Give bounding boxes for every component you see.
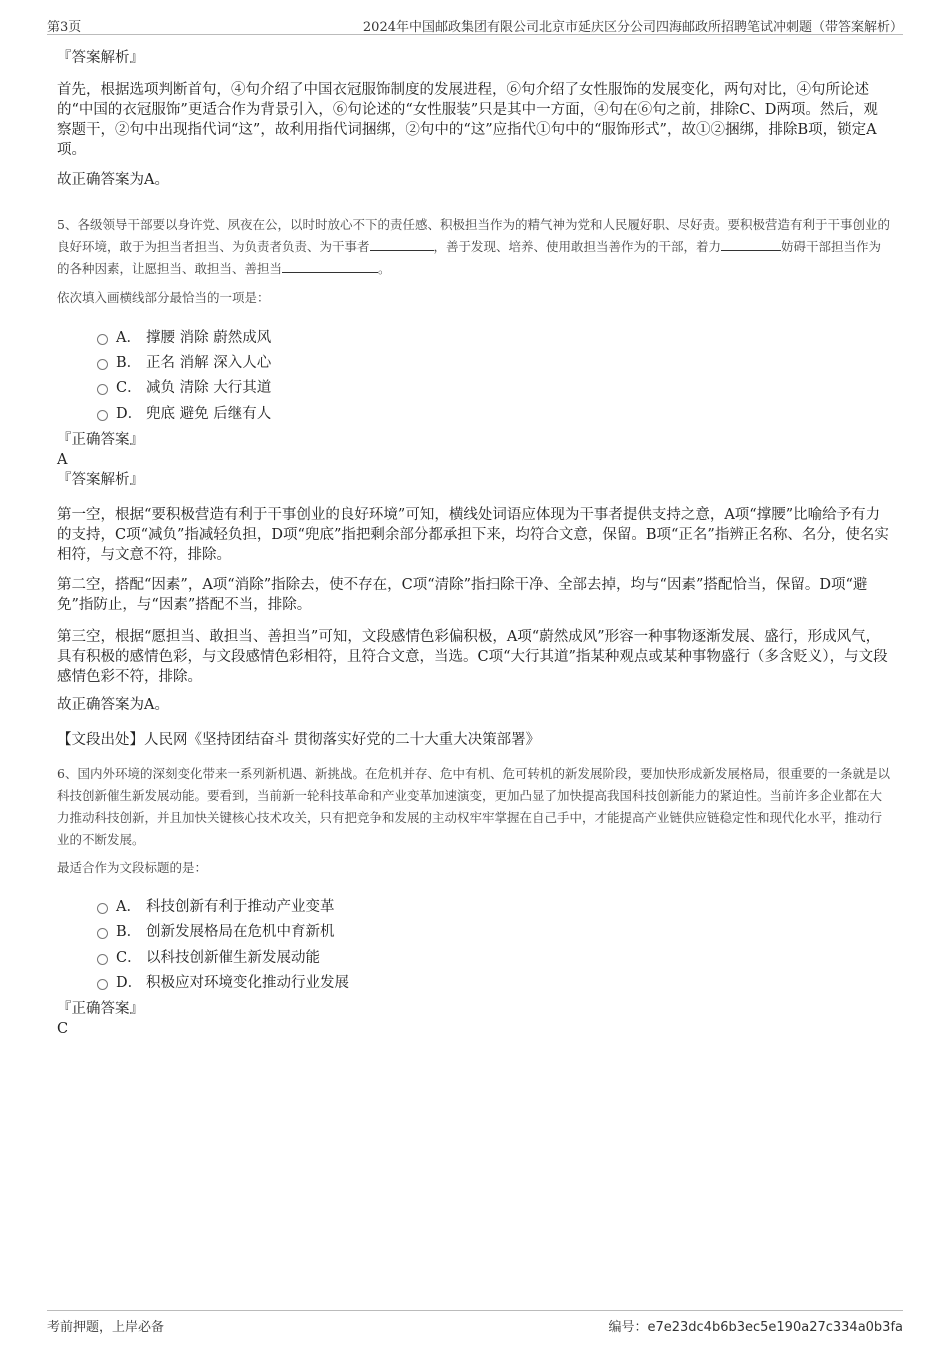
q5-analysis-2: 第二空，搭配“因素”，A项“消除”指除去，使不存在，C项“清除”指扫除干净、全部去掉，均与“因素”搭配恰当，保留。D项“避免”指防止，与“因素”搭配不当，排除。 (57, 577, 868, 613)
q5-analysis-3: 第三空，根据“愿担当、敢担当、善担当”可知，文段感情色彩偏积极，A项“蔚然成风”形容一种事物逐渐发展、盛行，形成风气，具有积极的感情色彩，与文段感情色彩相符，且符合文意，当选。C项“大行其道”指某种观点或某种事物盛行（多含贬义），与文段感情色彩不符，排除。 (57, 629, 888, 685)
footer-slogan: 考前押题，上岸必备 (47, 1320, 165, 1335)
q5-conclusion: 故正确答案为A。 (57, 697, 169, 713)
q5-option-b[interactable]: B． 正名 消解 深入人心 (97, 351, 271, 373)
radio-icon[interactable] (97, 410, 108, 421)
document-code: 编号：e7e23dc4b6b3ec5e190a27c334a0b3fa (608, 1320, 903, 1335)
blank-2 (721, 238, 781, 251)
page-number: 第3页 (47, 20, 82, 35)
q6-option-d[interactable]: D． 积极应对环境变化推动行业发展 (97, 971, 349, 993)
document-title: 2024年中国邮政集团有限公司北京市延庆区分公司四海邮政所招聘笔试冲刺题（带答案解析） (362, 20, 903, 35)
q5-answer: A (57, 452, 68, 468)
blank-3 (282, 260, 378, 273)
q5-answer-label: 『正确答案』 (57, 432, 144, 448)
radio-icon[interactable] (97, 954, 108, 965)
radio-icon[interactable] (97, 979, 108, 990)
radio-icon[interactable] (97, 359, 108, 370)
q6-stem: 6、国内外环境的深刻变化带来一系列新机遇、新挑战。在危机并存、危中有机、危可转机的新发展阶段，要加快形成新发展格局，很重要的一条就是以科技创新催生新发展动能。要看到，当前新一轮科技革命和产业变革加速演变，更加凸显了加快提高我国科技创新能力的紧迫性。当前许多企业都在大力推动科技创新，并且加快关键核心技术攻关，只有把竞争和发展的主动权牢牢掌握在自己手中，才能提高产业链供应链稳定性和现代化水平，推动行业的不断发展。 (57, 766, 890, 847)
q4-conclusion: 故正确答案为A。 (57, 172, 169, 188)
radio-icon[interactable] (97, 334, 108, 345)
q6-option-c[interactable]: C． 以科技创新催生新发展动能 (97, 946, 320, 968)
q5-prompt: 依次填入画横线部分最恰当的一项是： (57, 290, 270, 305)
q6-option-b[interactable]: B． 创新发展格局在危机中育新机 (97, 920, 335, 942)
blank-1 (370, 238, 434, 251)
q6-prompt: 最适合作为文段标题的是： (57, 860, 208, 875)
q5-stem (57, 214, 890, 280)
q5-analysis-label: 『答案解析』 (57, 472, 144, 488)
q6-option-a[interactable]: A． 科技创新有利于推动产业变革 (97, 895, 335, 917)
q6-answer-label: 『正确答案』 (57, 1001, 144, 1017)
q5-stem-part-a: 5、各级领导干部要以身许党、夙夜在公，以时时放心不下的责任感、积极担当作为的精气神为党和人民履好职、尽好责。要积极营造有利于干事创业的良好环境，敢于为担当者担当、为负责者负责、为干事者 (57, 217, 890, 254)
page-footer (47, 1310, 903, 1335)
radio-icon[interactable] (97, 903, 108, 914)
q5-stem-part-b: ，善于发现、培养、使用敢担当善作为的干部，着力 (433, 239, 722, 254)
q5-source: 【文段出处】人民网《坚持团结奋斗 贯彻落实好党的二十大重大决策部署》 (57, 732, 541, 748)
q5-option-c[interactable]: C． 减负 清除 大行其道 (97, 376, 271, 398)
q5-stem-part-d: 。 (378, 261, 391, 276)
radio-icon[interactable] (97, 928, 108, 939)
q5-option-d[interactable]: D． 兜底 避免 后继有人 (97, 402, 271, 424)
q6-answer: C (57, 1021, 69, 1037)
q5-option-a[interactable]: A． 撑腰 消除 蔚然成风 (97, 326, 271, 348)
q5-stem-part-c: 妨碍干部担当作为的各种因素，让愿担当、敢担当、善担当 (57, 239, 882, 276)
q5-analysis-1: 第一空，根据“要积极营造有利于干事创业的良好环境”可知，横线处词语应体现为干事者提供支持之意，A项“撑腰”比喻给予有力的支持，C项“减负”指减轻负担，D项“兜底”指把剩余部分都承担下来，均符合文意，保留。B项“正名”指辨正名称、名分，使名实相符，与文意不符，排除。 (57, 507, 889, 563)
q4-analysis-paragraph: 首先，根据选项判断首句，④句介绍了中国衣冠服饰制度的发展进程，⑥句介绍了女性服饰的发展变化，两句对比，④句所论述的“中国的衣冠服饰”更适合作为背景引入，⑥句论述的“女性服装”只是其中一方面，④句在⑥句之前，排除C、D两项。然后，观察题干，②句中出现指代词“这”，故利用指代词捆绑，②句中的“这”应指代①句中的“服饰形式”，故①②捆绑，排除B项，锁定A项。 (57, 82, 878, 158)
radio-icon[interactable] (97, 384, 108, 395)
page-header (47, 14, 903, 35)
q4-analysis-label: 『答案解析』 (57, 50, 144, 66)
